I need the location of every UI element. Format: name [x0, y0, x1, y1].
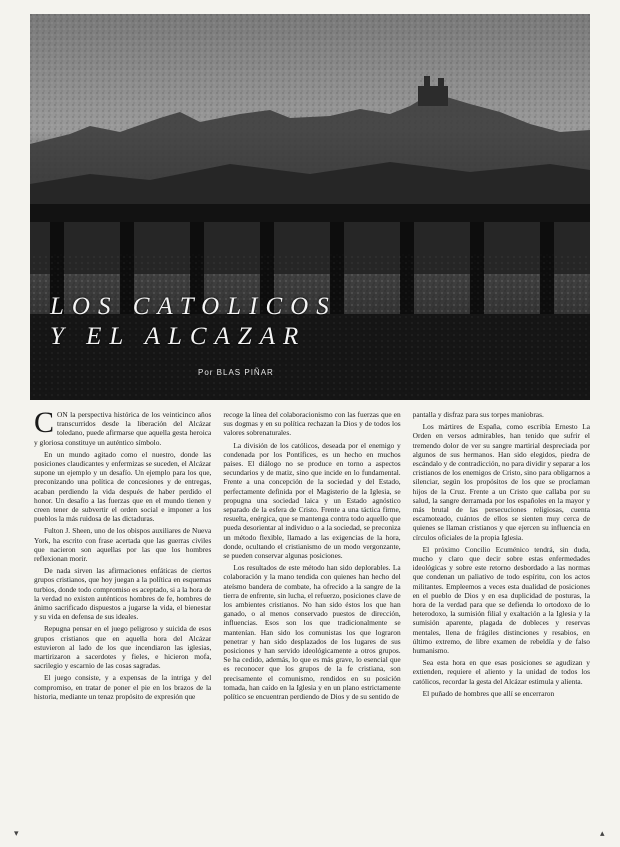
title-line-2: Y EL ALCAZAR	[50, 323, 307, 350]
paragraph: recoge la línea del colaboracionismo con las fuerzas que en sus dogmas y en su política rechazan la Dios y de todos los valores sobrenaturales.	[223, 410, 401, 438]
title-line-1: LOS CATOLICOS	[50, 293, 337, 320]
paragraph: pantalla y disfraz para sus torpes maniobras.	[412, 410, 544, 419]
article-title	[50, 292, 337, 352]
paragraph: Los mártires de España, como escribía Ernesto La Orden en versos admirables, han tenido que sufrir el tremendo dolor de ver su sangre martirial despreciada por algunos de sus hermanos. Han sido elegidos, piedra de escándalo y de contradicción, no para dividir y separar a los cristianos de los enemigos de Cristo, sino para obligarnos a silenciar, según los propósitos de los que se proclaman hijos de la Cruz. Frente a un Cristo que callaba por su salud, la sangre derramada por los españoles en la mayor y más brutal de las persecuciones religiosas, cuenta escamoteado, cuántos de ellos se sienten muy cerca de quienes se llaman cristianos y que ejercen su influencia en círculos oficiales de la propia Iglesia.	[412, 422, 590, 542]
corner-mark-icon: ▾	[14, 828, 19, 838]
paragraph: En un mundo agitado como el nuestro, donde las posiciones claudicantes y enfermizas se suceden, el Alcázar supone un ejemplo y un desafío. Un ejemplo para los que, preconizando una política de concesiones y de entregas, acaban perdiendo la vida después de haber perdido el honor. Un desafío a las fuerzas que en el mundo tienen y creen tener de subvertir el orden social e imponer a los pueblos la más ruidosa de las dictaduras.	[34, 449, 212, 524]
article-body	[34, 410, 590, 830]
paragraph: El juego consiste, y a expensas de la intriga y del compromiso, en tratar de poner el pie en los brazos de la historia, mediante un tenaz propósito de expresión que	[34, 673, 212, 701]
paragraph: Los resultados de este método han sido deplorables. La colaboración y la mano tendida con quienes han hecho del ateísmo bandera de combate, ha ofrecido a la sangre de la tierra de enfrente, sin lucha, el refuerzo, posiciones clave de los ambientes cristianos. No han sido éstos los que han ganado, o al menos conservado puestos de dirección, influencias. Esos son los que tradicionalmente se mantenían. Han sido los comunistas los que lograron penetrar y han sido desplazados de los lugares de sus posiciones y han servido ideológicamente a otros grupos. Se ha cedido, además, lo que es más grave, lo esencial que es reconocer que los grupos de la fe cristiana, son precisamente el comunismo, rendidos en su posición tomada, han caído en la Iglesia y en un plano estrictamente político se encuentran perdiendo de Dios y de su sentido de	[223, 563, 401, 702]
paragraph: De nada sirven las afirmaciones enfáticas de ciertos grupos cristianos, que hoy juegan a la política en esquemas turbios, donde todo compromiso es aceptado, si a la hora de la verdad no existen auténticos hombres de fe, hombres de ánimo sacrificado dispuestos a jugarse la vida, el bienestar y su vida en defensa de sus ideales.	[34, 566, 212, 622]
corner-mark-icon: ▴	[600, 828, 605, 838]
paragraph: CON la perspectiva histórica de los veinticinco años transcurridos desde la liberación del Alcázar toledano, puede afirmarse que aquella gesta heroica y gloriosa constituye un auténtico símbolo.	[34, 410, 212, 447]
paragraph: Sea esta hora en que esas posiciones se agudizan y extienden, requiere el aliento y la unidad de todos los católicos, recordar la gesta del Alcázar estimula y alienta.	[412, 658, 590, 686]
paragraph: El puñado de hombres que allí se encerraron	[422, 688, 555, 698]
column-3	[413, 410, 590, 830]
paragraph: El próximo Concilio Ecuménico tendrá, sin duda, mucho y claro que decir sobre estas enfermedades ideológicas y sobre este retorno desbordado a las normas que condenan un paliativo de todo espíritu, con los actos militantes. Empleemos a veces esta dualidad de posiciones en el pueblo de Dios y en esa duplicidad de posturas, la hora de la verdad para que se defienda lo ortodoxo de lo heterodoxo, la sumisión filial y exaltación a la Iglesia y la sumisión aparente, plagada de dobleces y reservas mentales, llena de frágiles distinciones y resabios, en último extremo, de libre examen de rebeldía y de falso humanismo.	[412, 544, 590, 656]
column-2	[223, 410, 400, 830]
byline: Por BLAS PIÑAR	[198, 368, 274, 377]
drop-cap: C	[34, 410, 55, 439]
paragraph: La división de los católicos, deseada por el enemigo y condenada por los Pontífices, es un hecho en muchos países. El diálogo no se produce en torno a aspectos secundarios y de matiz, sino que incide en lo fundamental. Frente a una concepción de la sociedad y del Estado, perfectamente definida por el Magisterio de la Iglesia, se propugna una sociedad laica y un Estado agnóstico separado de la esfera de Cristo. Frente a una táctica firme, resuelta, enérgica, que se mantenga contra todo aquello que pueda desorientar al individuo o a la sociedad, se preconiza un método flexible, llamado a las exigencias de la hora, donde, ocultando el cristianismo de un modo vergonzante, se pueden conservar algunas posiciones.	[223, 440, 401, 561]
paragraph: Fulton J. Sheen, uno de los obispos auxiliares de Nueva York, ha escrito con frase acertada que las guerras civiles que nacieron son aquellas por las que los hombres reflexionan morir.	[34, 526, 212, 564]
paragraph: Repugna pensar en el juego peligroso y suicida de esos grupos cristianos que en aquella hora del Alcázar estuvieron al lado de los que incendiaron las iglesias, martirizaron a sacerdotes y fieles, e hicieron mofa, sacrilegio y escarnio de las cosas sagradas.	[34, 624, 212, 671]
column-1	[34, 410, 211, 830]
